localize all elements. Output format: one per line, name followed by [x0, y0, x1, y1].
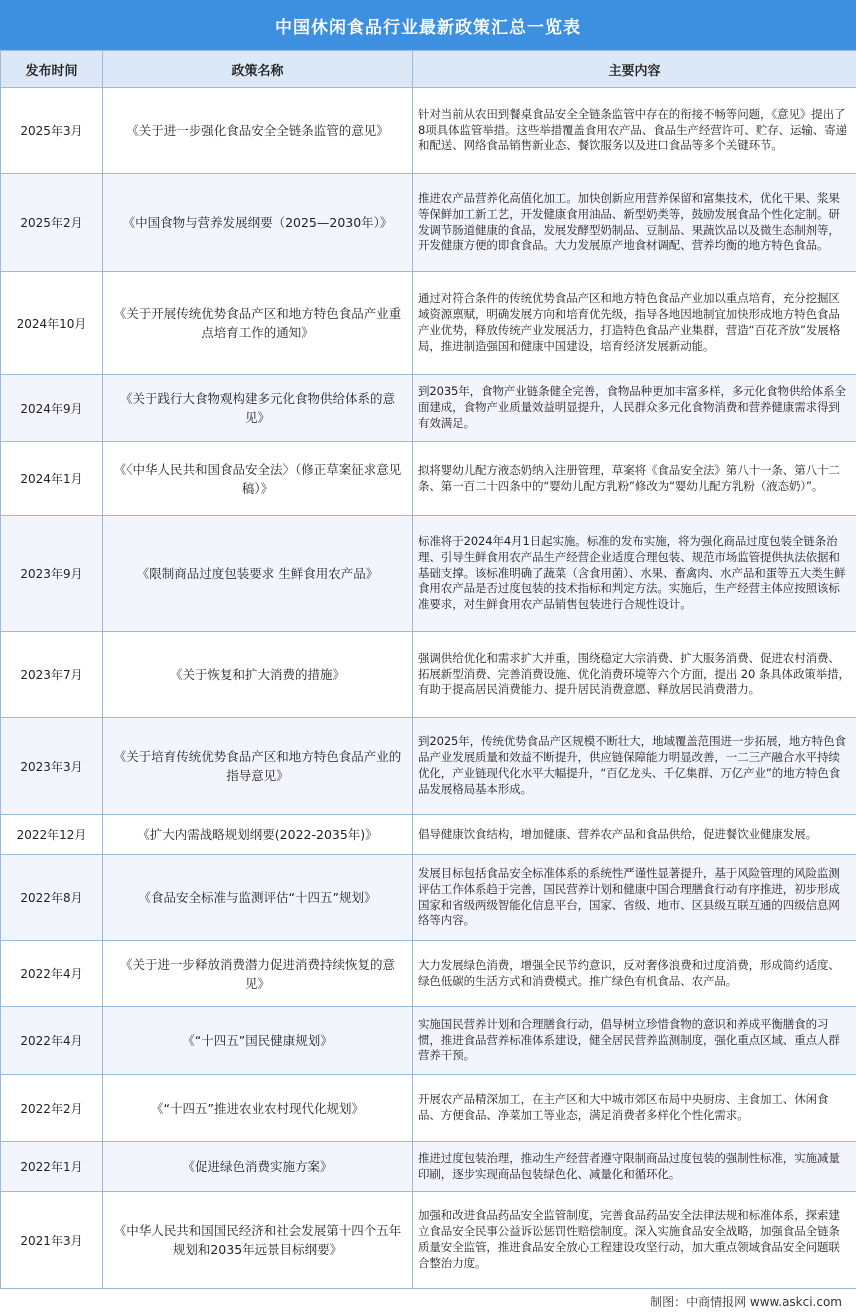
table-row [1, 855, 856, 941]
table-header-row [1, 51, 856, 88]
page-title: 中国休闲食品行业最新政策汇总一览表 [0, 0, 856, 50]
main-content-cell: 倡导健康饮食结构，增加健康、营养农产品和食品供给，促进餐饮业健康发展。 [413, 815, 856, 855]
table-row [1, 516, 856, 632]
main-content-cell: 标准将于2024年4月1日起实施。标准的发布实施，将为强化商品过度包装全链条治理、引导生鲜食用农产品生产经营企业适度合理包装、规范市场监管提供执法依据和基础支撑。该标准明确了蔬菜（含食用菌）、水果、畜禽肉、水产品和蛋等五大类生鲜食用农产品是否过度包装的技术指标和判定方法。实施后，生产经营主体应按照该标准要求，对生鲜食用农产品销售包装进行合规性设计。 [413, 516, 856, 632]
source-credit: 制图：中商情报网 www.askci.com [650, 1294, 842, 1309]
main-content-cell: 到2035年，食物产业链条健全完善，食物品种更加丰富多样，多元化食物供给体系全面建成，食物产业质量效益明显提升，人民群众多元化食物消费和营养健康需求得到有效满足。 [413, 375, 856, 442]
policy-name-cell: 《关于培育传统优势食品产区和地方特色食品产业的指导意见》 [103, 718, 413, 815]
release-date-cell: 2022年2月 [1, 1075, 103, 1142]
main-content-cell: 强调供给优化和需求扩大并重，围绕稳定大宗消费、扩大服务消费、促进农村消费、拓展新型消费、完善消费设施、优化消费环境等六个方面，提出 20 条具体政策举措，有助于提高居民消费能力、提升居民消费意愿、释放居民消费潜力。 [413, 632, 856, 718]
table-row [1, 272, 856, 375]
main-content-cell: 开展农产品精深加工，在主产区和大中城市郊区布局中央厨房、主食加工、休闲食品、方便食品、净菜加工等业态，满足消费者多样化个性化需求。 [413, 1075, 856, 1142]
release-date-cell: 2025年3月 [1, 88, 103, 174]
release-date-cell: 2021年3月 [1, 1192, 103, 1289]
release-date-cell: 2022年4月 [1, 1007, 103, 1075]
main-content-cell: 推进农产品营养化高值化加工。加快创新应用营养保留和富集技术，优化干果、浆果等保鲜加工新工艺，开发健康食用油品、新型奶类等，鼓励发展食品个性化定制。研发调节肠道健康的食品，发展发酵型奶制品、豆制品、果蔬饮品以及微生态制剂等，开发健康方便的即食食品。大力发展原产地食材调配、营养均衡的地方特色食品。 [413, 174, 856, 272]
release-date-cell: 2024年1月 [1, 442, 103, 516]
main-content-cell: 通过对符合条件的传统优势食品产区和地方特色食品产业加以重点培育，充分挖掘区域资源禀赋，明确发展方向和培育优先级，指导各地因地制宜加快形成地方特色食品产业优势，释放传统产业发展活力，打造特色食品产业集群，营造“百花齐放”发展格局，推进制造强国和健康中国建设，培育经济发展新动能。 [413, 272, 856, 375]
policy-name-cell: 《“十四五”推进农业农村现代化规划》 [103, 1075, 413, 1142]
main-content-cell: 拟将婴幼儿配方液态奶纳入注册管理，草案将《食品安全法》第八十一条、第八十二条、第一百二十四条中的“婴幼儿配方乳粉”修改为“婴幼儿配方乳粉（液态奶）”。 [413, 442, 856, 516]
release-date-cell: 2024年10月 [1, 272, 103, 375]
table-row [1, 174, 856, 272]
policy-name-cell: 《“十四五”国民健康规划》 [103, 1007, 413, 1075]
policy-name-cell: 《中华人民共和国国民经济和社会发展第十四个五年规划和2035年远景目标纲要》 [103, 1192, 413, 1289]
table-row [1, 1192, 856, 1289]
policy-table [0, 50, 856, 1289]
main-content-cell: 针对当前从农田到餐桌食品安全全链条监管中存在的衔接不畅等问题，《意见》提出了8项具体监管举措。这些举措覆盖食用农产品、食品生产经营许可、贮存、运输、寄递和配送、网络食品销售新业态、餐饮服务以及进口食品等多个关键环节。 [413, 88, 856, 174]
table-row [1, 375, 856, 442]
main-content-cell: 大力发展绿色消费，增强全民节约意识，反对奢侈浪费和过度消费，形成简约适度、绿色低碳的生活方式和消费模式。推广绿色有机食品、农产品。 [413, 941, 856, 1007]
policy-name-cell: 《〈中华人民共和国食品安全法〉（修正草案征求意见稿）》 [103, 442, 413, 516]
release-date-cell: 2023年9月 [1, 516, 103, 632]
table-row [1, 941, 856, 1007]
main-content-cell: 到2025年，传统优势食品产区规模不断壮大，地域覆盖范围进一步拓展，地方特色食品产业发展质量和效益不断提升，供应链保障能力明显改善，一二三产融合水平持续优化，产业链现代化水平大幅提升，“百亿龙头、千亿集群、万亿产业”的地方特色食品发展格局基本形成。 [413, 718, 856, 815]
table-row [1, 815, 856, 855]
table-row [1, 1007, 856, 1075]
release-date-cell: 2025年2月 [1, 174, 103, 272]
table-row [1, 718, 856, 815]
policy-name-cell: 《限制商品过度包装要求 生鲜食用农产品》 [103, 516, 413, 632]
table-row [1, 1142, 856, 1192]
table-row [1, 1075, 856, 1142]
policy-name-cell: 《促进绿色消费实施方案》 [103, 1142, 413, 1192]
main-content-cell: 发展目标包括食品安全标准体系的系统性严谨性显著提升，基于风险管理的风险监测评估工作体系趋于完善，国民营养计划和健康中国合理膳食行动有序推进，初步形成国家和省级两级智能化信息平台，国家、省级、地市、区县级互联互通的四级信息网络等内容。 [413, 855, 856, 941]
main-content-cell: 实施国民营养计划和合理膳食行动，倡导树立珍惜食物的意识和养成平衡膳食的习惯，推进食品营养标准体系建设，健全居民营养监测制度，强化重点区域、重点人群营养干预。 [413, 1007, 856, 1075]
column-header-main-content: 主要内容 [413, 51, 856, 88]
table-row [1, 88, 856, 174]
table-row [1, 442, 856, 516]
main-content-cell: 推进过度包装治理，推动生产经营者遵守限制商品过度包装的强制性标准，实施减量印刷，逐步实现商品包装绿色化、减量化和循环化。 [413, 1142, 856, 1192]
policy-name-cell: 《关于践行大食物观构建多元化食物供给体系的意见》 [103, 375, 413, 442]
release-date-cell: 2023年7月 [1, 632, 103, 718]
policy-name-cell: 《中国食物与营养发展纲要（2025—2030年）》 [103, 174, 413, 272]
column-header-policy-name: 政策名称 [103, 51, 413, 88]
column-header-date: 发布时间 [1, 51, 103, 88]
main-content-cell: 加强和改进食品药品安全监管制度，完善食品药品安全法律法规和标准体系，探索建立食品安全民事公益诉讼惩罚性赔偿制度。深入实施食品安全战略，加强食品全链条质量安全监管，推进食品安全放心工程建设攻坚行动，加大重点领域食品安全问题联合整治力度。 [413, 1192, 856, 1289]
policy-name-cell: 《关于开展传统优势食品产区和地方特色食品产业重点培育工作的通知》 [103, 272, 413, 375]
table-row [1, 632, 856, 718]
release-date-cell: 2023年3月 [1, 718, 103, 815]
policy-name-cell: 《关于进一步释放消费潜力促进消费持续恢复的意见》 [103, 941, 413, 1007]
policy-name-cell: 《食品安全标准与监测评估“十四五”规划》 [103, 855, 413, 941]
policy-name-cell: 《关于恢复和扩大消费的措施》 [103, 632, 413, 718]
release-date-cell: 2022年8月 [1, 855, 103, 941]
policy-name-cell: 《关于进一步强化食品安全全链条监管的意见》 [103, 88, 413, 174]
release-date-cell: 2022年12月 [1, 815, 103, 855]
release-date-cell: 2022年4月 [1, 941, 103, 1007]
policy-name-cell: 《扩大内需战略规划纲要(2022-2035年)》 [103, 815, 413, 855]
table-body [1, 88, 856, 1289]
release-date-cell: 2024年9月 [1, 375, 103, 442]
release-date-cell: 2022年1月 [1, 1142, 103, 1192]
